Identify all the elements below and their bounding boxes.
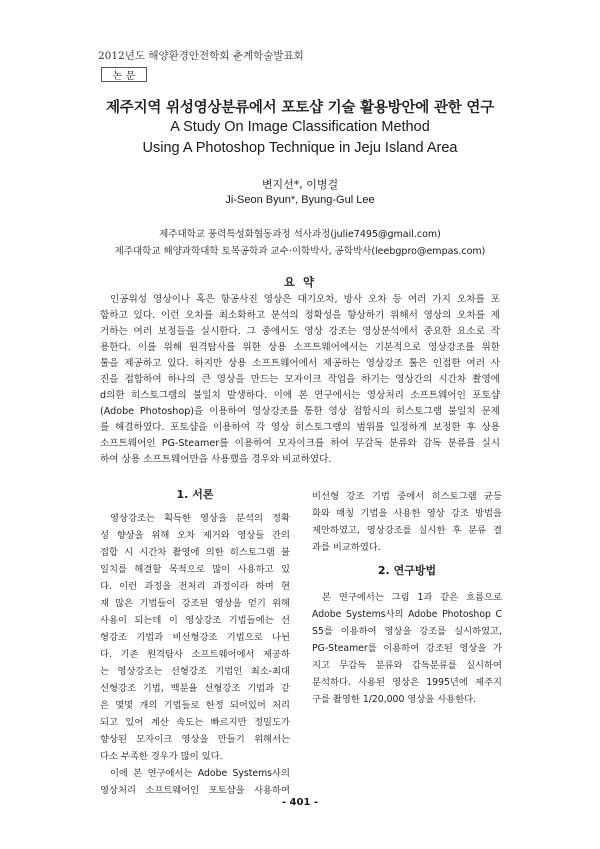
body-line: 영상강조는 획득한 영상을 분석의 정확: [110, 513, 290, 524]
section2-heading: 2. 연구방법: [377, 564, 437, 577]
body-line: 는 영상강조는 선형강조 기법인 최소-최대: [100, 666, 290, 677]
body-line: 다. 이런 과정을 전처리 과정이라 하며 현: [100, 581, 290, 592]
body-line: 은 몇몇 개의 기법들로 한정 되어있어 처리: [100, 700, 290, 711]
body-line: 사용이 되는데 이 영상강조 기법들에는 선: [100, 615, 290, 626]
title-english-line1: A Study On Image Classification Method: [170, 119, 430, 135]
body-line: 되고 있어 계산 속도는 빠르지만 정밀도가: [100, 717, 290, 728]
abstract-line: 진을 접합하여 하나의 큰 영상을 만드는 모자이크 작업을 하기는 영상간의 시간차 촬영에: [100, 374, 500, 385]
right-column: [312, 488, 502, 708]
left-column: [100, 488, 290, 799]
abstract-line: 를 해결하였다. 포토샵을 이용하여 각 영상 히스토그램의 범위를 일정하게 보정한 후 상용: [100, 422, 500, 433]
abstract-line: d의한 히스토그램의 불일치 발생하다. 이에 본 연구에서는 영상처리 소프트웨어인 포토샵: [100, 390, 500, 401]
abstract-heading: 요 약: [283, 275, 317, 289]
affiliation-1: 제주대학교 풍력특성화협동과정 석사과정(julie7495@gmail.com): [159, 229, 441, 240]
body-line: 비선형 강조 기법 중에서 히스토그램 균등: [312, 491, 502, 502]
body-line: 성 향상을 위해 오차 제거와 영상들 간의: [100, 530, 290, 541]
body-line: 이에 본 연구에서는 Adobe Systems사의: [110, 768, 290, 779]
section1-heading: 1. 서론: [176, 488, 214, 501]
abstract-line: 툴을 제공하고 있다. 하지만 상용 소프트웨어에서 제공하는 영상강조 툴은 인접한 여러 사: [100, 358, 500, 369]
conference-header: 2012년도 해양환경안전학회 춘계학술발표회: [98, 50, 304, 62]
body-line: 접합 시 시간차 촬영에 의한 히스토그램 불: [100, 547, 290, 558]
abstract-line: (Adobe Photoshop)을 이용하여 영상강조를 통한 영상 접합시의 히스토그램 불일치 문제: [100, 406, 500, 417]
body-line: 다소 부족한 경우가 많이 있다.: [100, 751, 223, 762]
abstract-line: 함하고 있다. 이런 오차를 최소화하고 분석의 정확성을 향상하기 위해서 영상의 오차를 제: [100, 310, 500, 321]
body-line: Adobe Systems사의 Adobe Photoshop C: [312, 609, 502, 620]
body-line: 형강조 기법과 비선형강조 기법으로 나뉜: [100, 632, 290, 643]
abstract-body: [100, 292, 500, 468]
body-line: 분석하다. 사용된 영상은 1995년에 제주지: [312, 677, 502, 688]
abstract-line: 용한다. 이를 위해 원격탐사를 위한 상용 소프트웨어에서는 기본적으로 영상강조를 위한: [100, 342, 500, 353]
abstract-line: 인공위성 영상이나 혹은 항공사진 영상은 대기오차, 방사 오차 등 여러 가지 오차를 포: [110, 294, 500, 305]
body-line: 재 많은 기법들이 강조된 영상을 얻기 위해: [100, 598, 290, 609]
body-line: 일치를 해결할 목적으로 많이 사용하고 있: [100, 564, 290, 575]
authors-english: Ji-Seon Byun*, Byung-Gul Lee: [225, 194, 375, 206]
body-line: 본 연구에서는 그림 1과 같은 흐름으로: [322, 592, 502, 603]
body-line: S5를 이용하여 영상을 강조를 실시하였고,: [312, 626, 502, 637]
body-line: PG-Steamer를 이용하여 강조된 영상을 가: [312, 643, 502, 654]
body-line: 과를 비교하였다.: [312, 542, 381, 553]
title-korean: 제주지역 위성영상분류에서 포토샵 기술 활용방안에 관한 연구: [105, 100, 495, 116]
paper-type-badge: 논 문: [101, 67, 147, 82]
body-line: 선형강조 기법, 백분율 선형강조 기법과 같: [100, 683, 290, 694]
abstract-line: 소프트웨어인 PG-Steamer를 이용하여 모자이크를 하여 무감독 분류와 감독 분류를 실시: [100, 438, 500, 449]
body-line: 제안하였고, 영상강조를 실시한 후 분류 결: [312, 525, 502, 536]
authors-korean: 변지선*, 이병걸: [261, 178, 339, 191]
page-number: - 401 -: [281, 797, 319, 808]
affiliation-2: 제주대학교 해양과학대학 토목공학과 교수·이학박사, 공학박사(leebgpro@empas.com): [114, 246, 486, 257]
body-line: 구를 촬영한 1/20,000 영상을 사용한다.: [312, 694, 477, 705]
body-line: 화와 매칭 기법을 사용한 영상 강조 방법을: [312, 508, 502, 519]
body-line: 지고 무감독 분류와 감독분류를 실시하여: [312, 660, 502, 671]
body-line: 영상처리 소프트웨어인 포토샵을 사용하여: [100, 785, 290, 796]
abstract-line: 거하는 여러 보정들을 실시한다. 그 중에서도 영상 강조는 영상분석에서 중요한 요소로 작: [100, 326, 500, 337]
title-english-line2: Using A Photoshop Technique in Jeju Island Area: [142, 140, 458, 156]
body-line: 다. 기존 원격탐사 소프트웨어에서 제공하: [100, 649, 290, 660]
abstract-line: 하여 상용 소프트웨어만을 사용했을 경우와 비교하였다.: [100, 454, 332, 465]
body-line: 향상된 모자이크 영상을 만들기 위해서는: [100, 734, 290, 745]
